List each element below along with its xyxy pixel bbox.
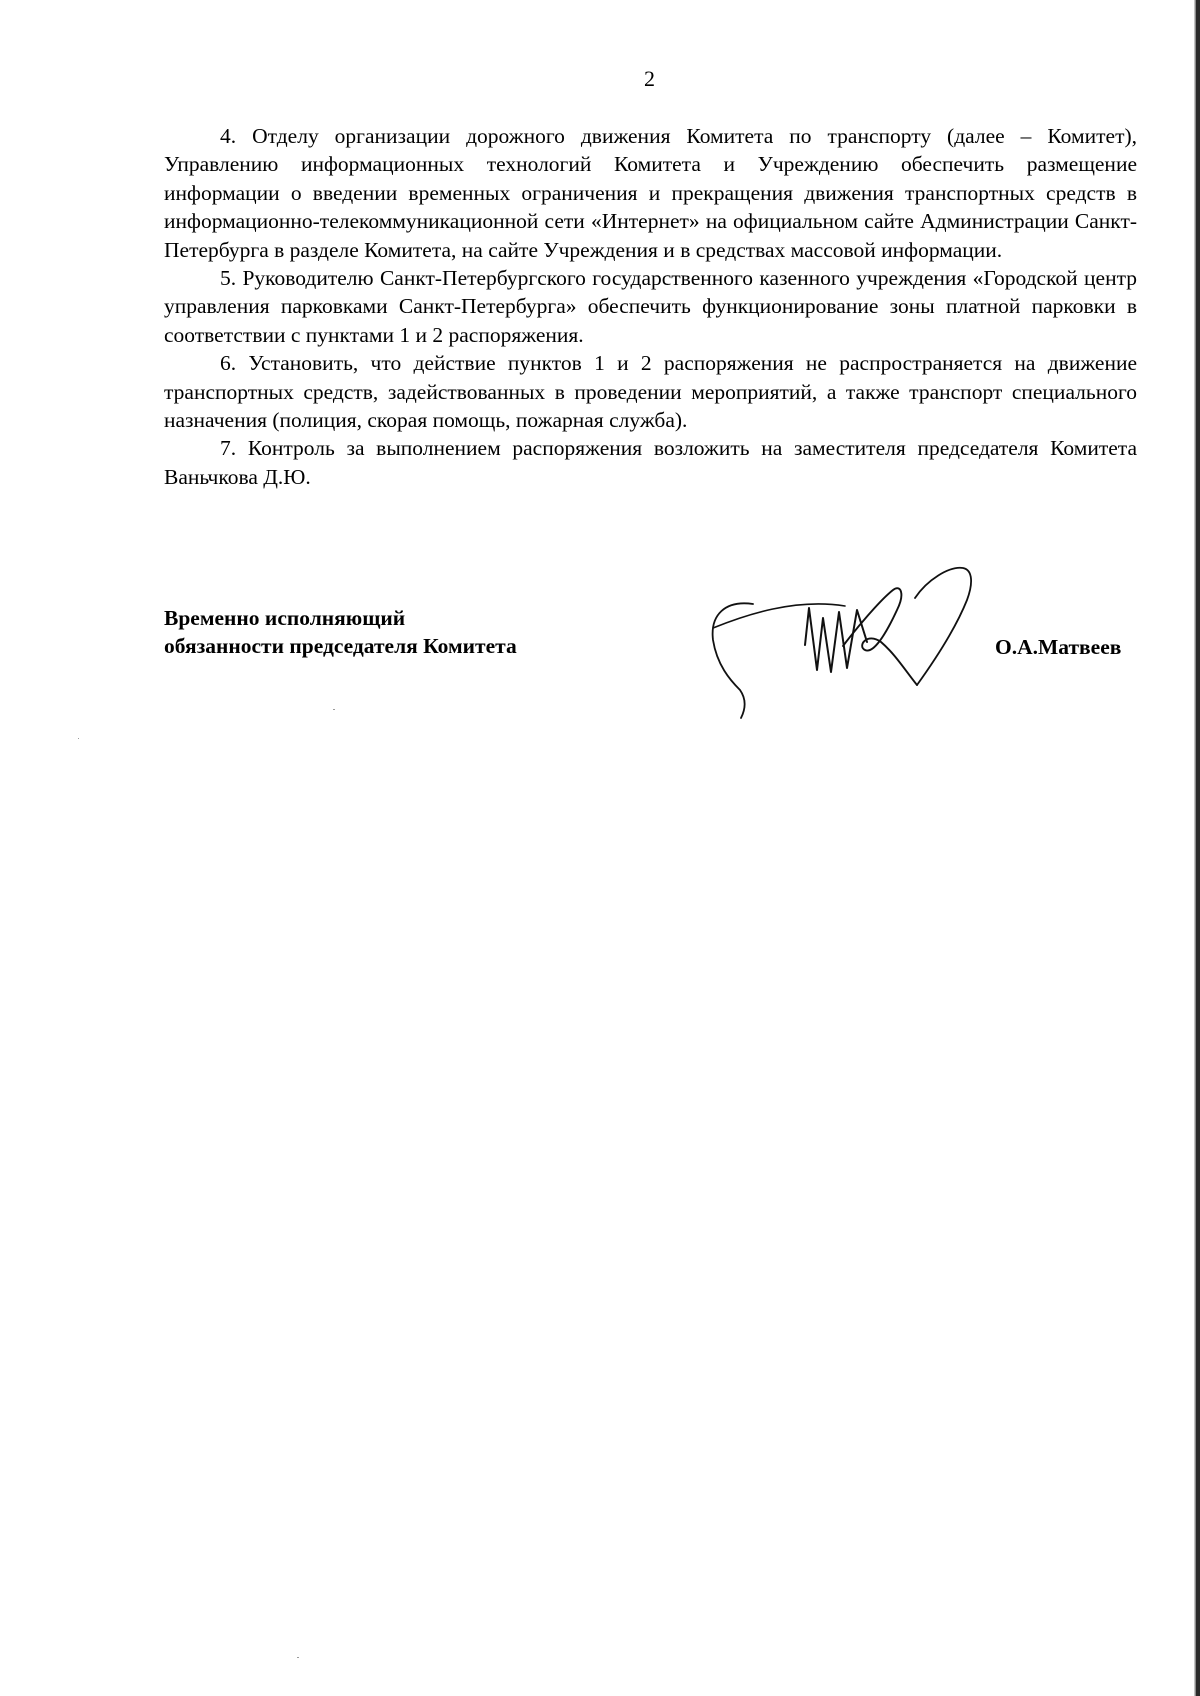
paragraph-5: 5. Руководителю Санкт-Петербургского государственного казенного учреждения «Городской центр управления парковками Санкт-Петербурга» обеспечить функционирование зоны платной парковки в соответствии с пунктами 1 и 2 распоряжения. [164,266,1137,347]
scan-edge-shadow [1193,0,1200,1696]
paragraph-7: 7. Контроль за выполнением распоряжения возложить на заместителя председателя Комитета Ваньчкова Д.Ю. [164,436,1137,489]
paragraph-4: 4. Отделу организации дорожного движения Комитета по транспорту (далее – Комитет), Управлению информационных технологий Комитета и Учреждению обеспечить размещение информации о введении временных ограничения и прекращения движения транспортных средств в информационно-телекоммуникационной сети «Интернет» на официальном сайте Администрации Санкт-Петербурга в разделе Комитета, на сайте Учреждения и в средствах массовой информации. [164,124,1137,262]
scan-speck [78,738,79,739]
scan-speck [333,709,335,710]
handwritten-signature [705,560,1005,720]
document-body [164,122,1137,491]
signatory-position [164,604,517,661]
paragraph-6: 6. Установить, что действие пунктов 1 и 2 распоряжения не распространяется на движение транспортных средств, задействованных в проведении мероприятий, а также транспорт специального назначения (полиция, скорая помощь, пожарная служба). [164,351,1137,433]
signatory-name: О.А.Матвеев [995,635,1122,659]
page-number: 2 [644,66,655,91]
signatory-position-line-2: обязанности председателя Комитета [164,634,517,659]
signatory-position-line-1: Временно исполняющий [164,606,406,630]
scan-speck [297,1657,299,1658]
